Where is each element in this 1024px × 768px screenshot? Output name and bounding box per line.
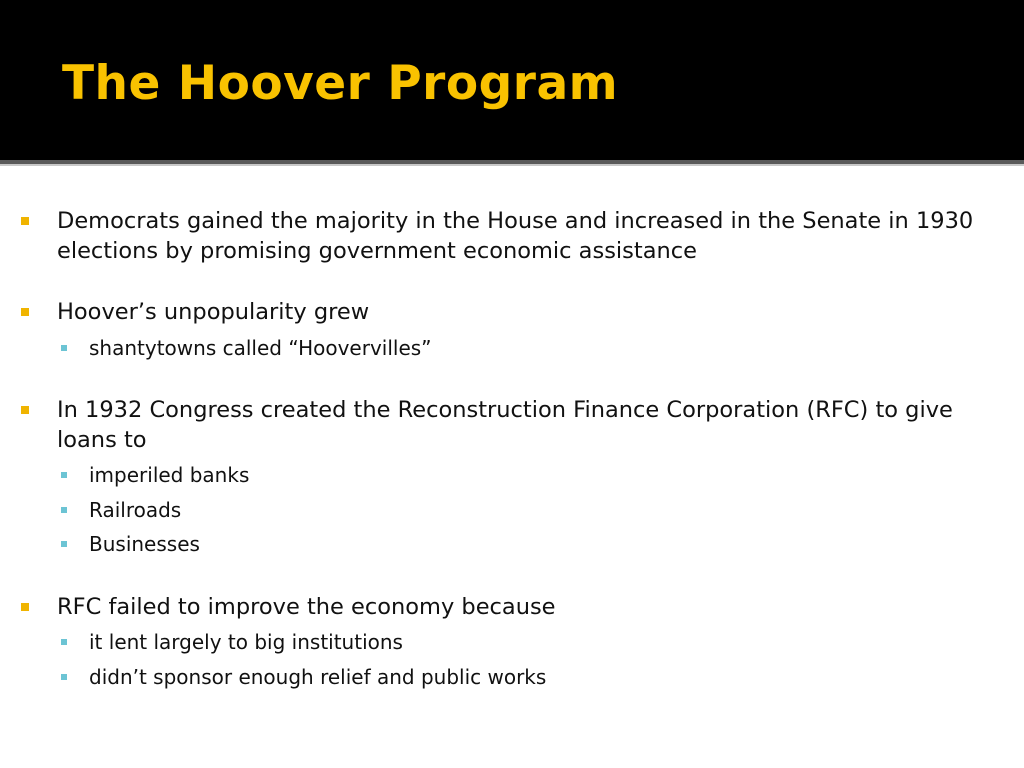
sub-bullet-marker-icon xyxy=(61,674,67,680)
sub-bullet-text: Railroads xyxy=(89,498,182,522)
bullet-marker-icon xyxy=(21,603,29,611)
sub-bullet-item xyxy=(89,496,989,524)
bullet-marker-icon xyxy=(21,308,29,316)
bullet-marker-icon xyxy=(21,406,29,414)
sub-bullet-text: shantytowns called “Hoovervilles” xyxy=(89,336,432,360)
sub-bullet-text: Businesses xyxy=(89,532,200,556)
sub-bullet-item xyxy=(89,530,989,558)
sub-bullet-marker-icon xyxy=(61,639,67,645)
bullet-text: RFC failed to improve the economy because xyxy=(57,594,556,620)
sub-bullet-item xyxy=(89,461,989,489)
bullet-item xyxy=(57,592,1017,622)
sub-bullet-item xyxy=(89,663,989,691)
sub-bullet-marker-icon xyxy=(61,472,67,478)
bullet-item xyxy=(57,395,1017,455)
sub-bullet-text: it lent largely to big institutions xyxy=(89,630,403,654)
bullet-marker-icon xyxy=(21,217,29,225)
bullet-item xyxy=(57,297,1017,327)
slide-title: The Hoover Program xyxy=(62,56,619,111)
bullet-text: In 1932 Congress created the Reconstruction Finance Corporation (RFC) to give loans to xyxy=(57,397,953,453)
sub-bullet-marker-icon xyxy=(61,507,67,513)
bullet-item xyxy=(57,206,1017,266)
sub-bullet-item xyxy=(89,334,989,362)
sub-bullet-text: didn’t sponsor enough relief and public works xyxy=(89,665,547,689)
sub-bullet-text: imperiled banks xyxy=(89,463,250,487)
bullet-text: Hoover’s unpopularity grew xyxy=(57,299,370,325)
sub-bullet-item xyxy=(89,628,989,656)
sub-bullet-marker-icon xyxy=(61,541,67,547)
bullet-text: Democrats gained the majority in the House and increased in the Senate in 1930 elections by promising government economic assistance xyxy=(57,208,974,264)
sub-bullet-marker-icon xyxy=(61,345,67,351)
